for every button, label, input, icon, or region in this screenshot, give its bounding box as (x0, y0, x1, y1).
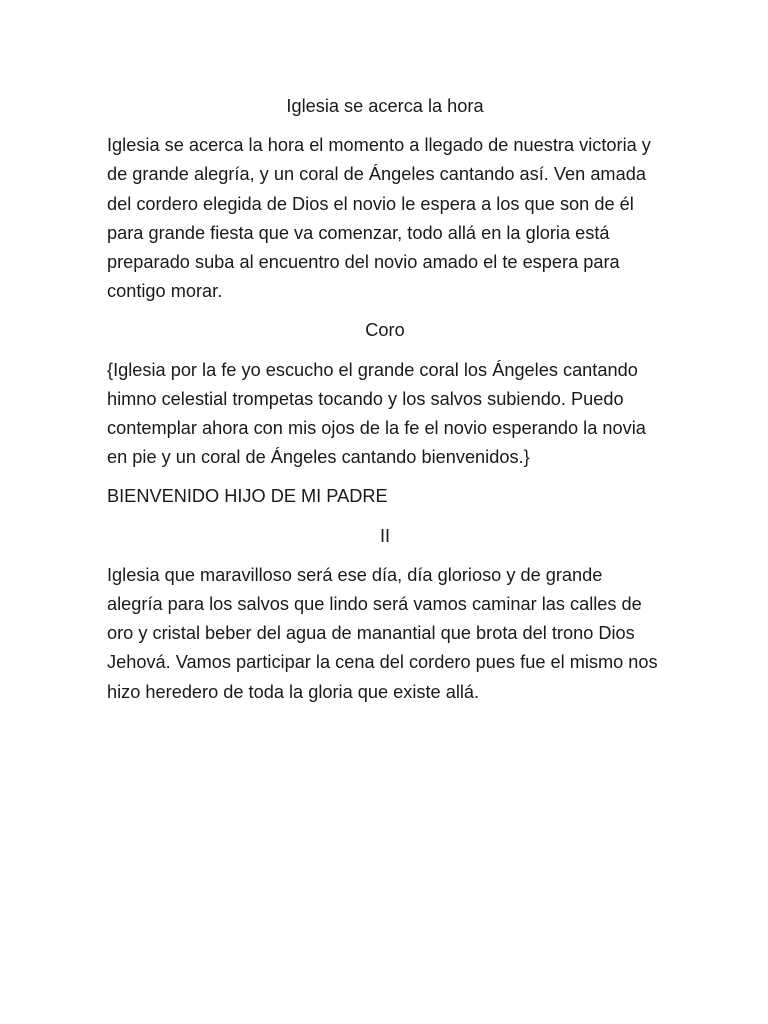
document-title: Iglesia se acerca la hora (286, 96, 484, 116)
chorus-heading: Coro (365, 320, 405, 341)
stanza-two: Iglesia que maravilloso será ese día, día glorioso y de grande alegría para los salvos que lindo será vamos caminar las calles de oro y cristal beber del agua de manantial que brota del trono Dios Jehová. Vamos participar la cena del cordero pues fue el mismo nos hizo heredero de toda la gloria que existe allá. (107, 564, 658, 702)
chorus-text: {Iglesia por la fe yo escucho el grande coral los Ángeles cantando himno celestial trompetas tocando y los salvos subiendo. Puedo contemplar ahora con mis ojos de la fe el novio esperando la novia en pie y un coral de Ángeles cantando bienvenidos.} (107, 359, 646, 468)
document-page (107, 92, 663, 717)
section-two-heading: II (379, 525, 391, 546)
refrain-line: BIENVENIDO HIJO DE MI PADRE (107, 486, 388, 507)
stanza-one: Iglesia se acerca la hora el momento a llegado de nuestra victoria y de grande alegría, y un coral de Ángeles cantando así. Ven amada del cordero elegida de Dios el novio le espera a los que son de él para grande fiesta que va comenzar, todo allá en la gloria está preparado suba al encuentro del novio amado el te espera para contigo morar. (107, 135, 651, 302)
